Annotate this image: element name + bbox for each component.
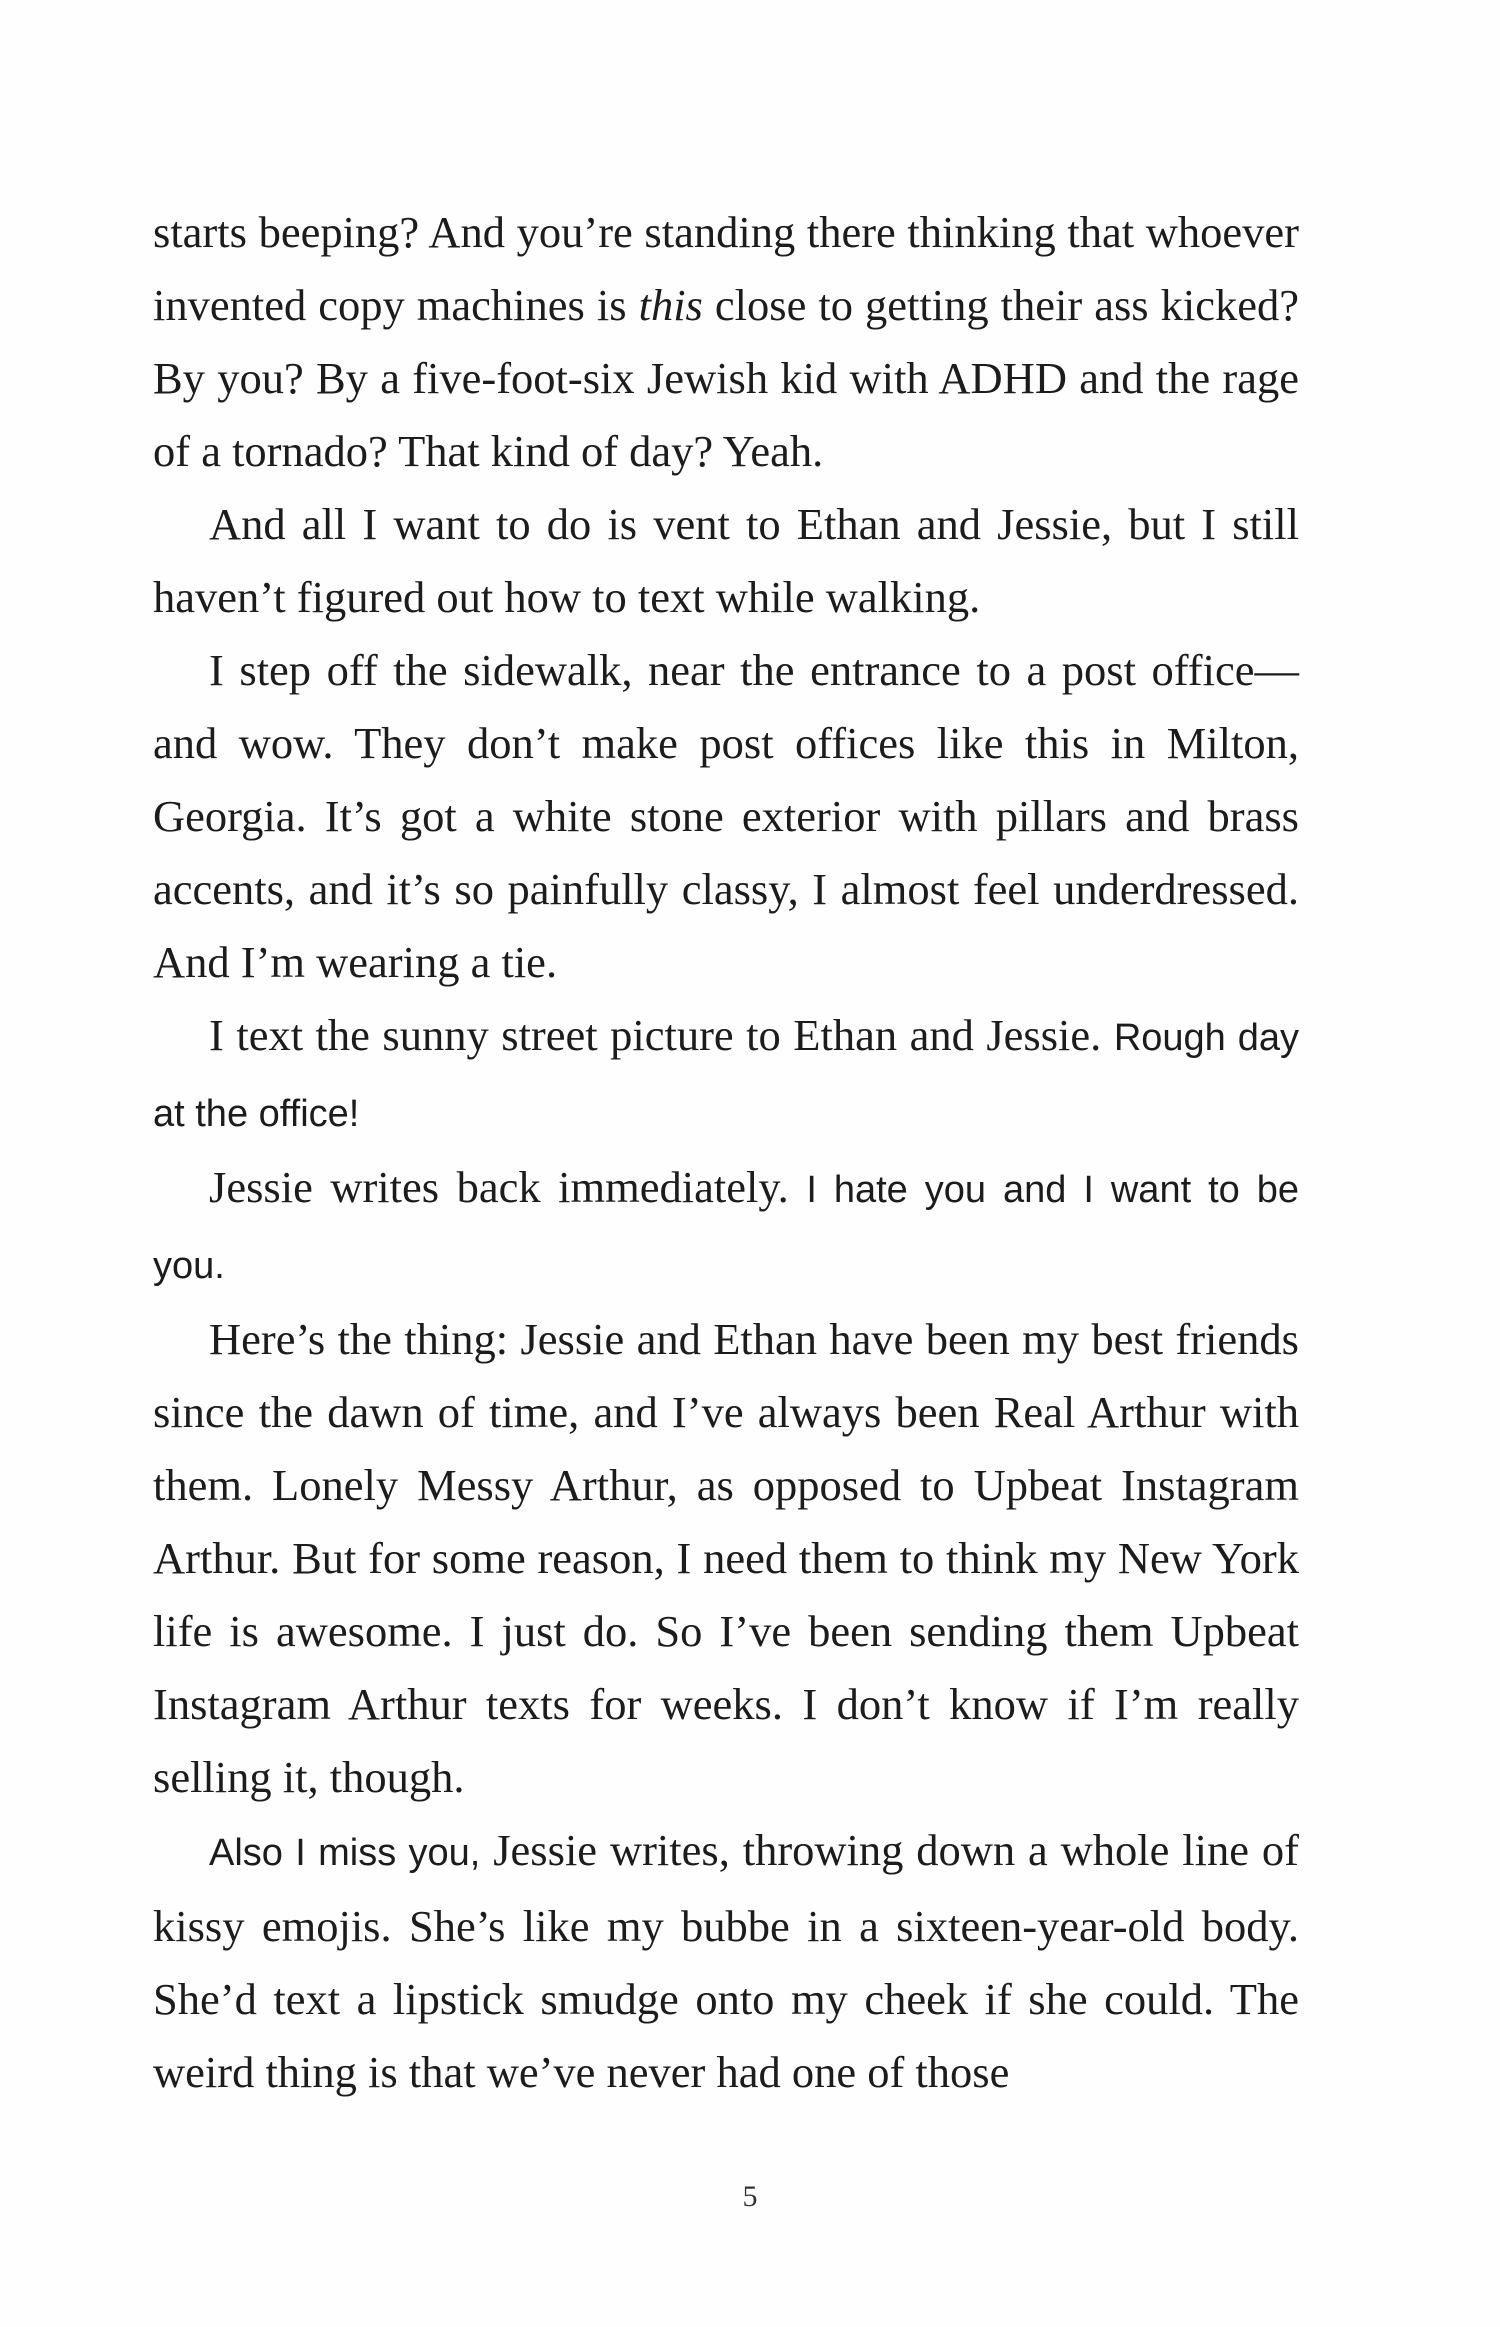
italic-text: this <box>638 280 703 330</box>
text-message: Also I miss you, <box>209 1832 481 1874</box>
narrative-text: close to getting their ass kicked? By you? By a five-foot-six Jewish kid with ADHD and the rage of a tornado? That kind of day? Yeah. <box>153 280 1299 476</box>
paragraph <box>153 488 1299 634</box>
text-message: Rough day at the office! <box>153 1017 1299 1135</box>
paragraph <box>153 1151 1299 1303</box>
paragraph <box>153 196 1299 488</box>
narrative-text: I text the sunny street picture to Ethan and Jessie. <box>209 1010 1114 1060</box>
body-text <box>153 196 1299 2109</box>
text-message: I hate you and I want to be you. <box>153 1169 1300 1287</box>
narrative-text: starts beeping? And you’re standing there thinking that whoever invented copy machines is <box>153 207 1299 330</box>
page-number: 5 <box>742 2180 758 2213</box>
narrative-text: Jessie writes back immediately. <box>209 1162 807 1212</box>
paragraph <box>153 1303 1299 1814</box>
narrative-text: Jessie writes, throwing down a whole line of kissy emojis. She’s like my bubbe in a sixteen-year-old body. She’d text a lipstick smudge onto my cheek if she could. The weird thing is that we’ve never had one of those <box>153 1825 1299 2097</box>
narrative-text: And all I want to do is vent to Ethan and Jessie, but I still haven’t figured out how to text while walking. <box>153 499 1299 622</box>
narrative-text: Here’s the thing: Jessie and Ethan have been my best friends since the dawn of time, and I’ve always been Real Arthur with them. Lonely Messy Arthur, as opposed to Upbeat Instagram Arthur. But for some reason, I need them to think my New York life is awesome. I just do. So I’ve been sending them Upbeat Instagram Arthur texts for weeks. I don’t know if I’m really selling it, though. <box>153 1314 1299 1802</box>
narrative-text: I step off the sidewalk, near the entrance to a post office—and wow. They don’t make post offices like this in Milton, Georgia. It’s got a white stone exterior with pillars and brass accents, and it’s so painfully classy, I almost feel underdressed. And I’m wearing a tie. <box>153 645 1299 987</box>
paragraph <box>153 1814 1299 2109</box>
paragraph <box>153 999 1299 1151</box>
paragraph <box>153 634 1299 999</box>
